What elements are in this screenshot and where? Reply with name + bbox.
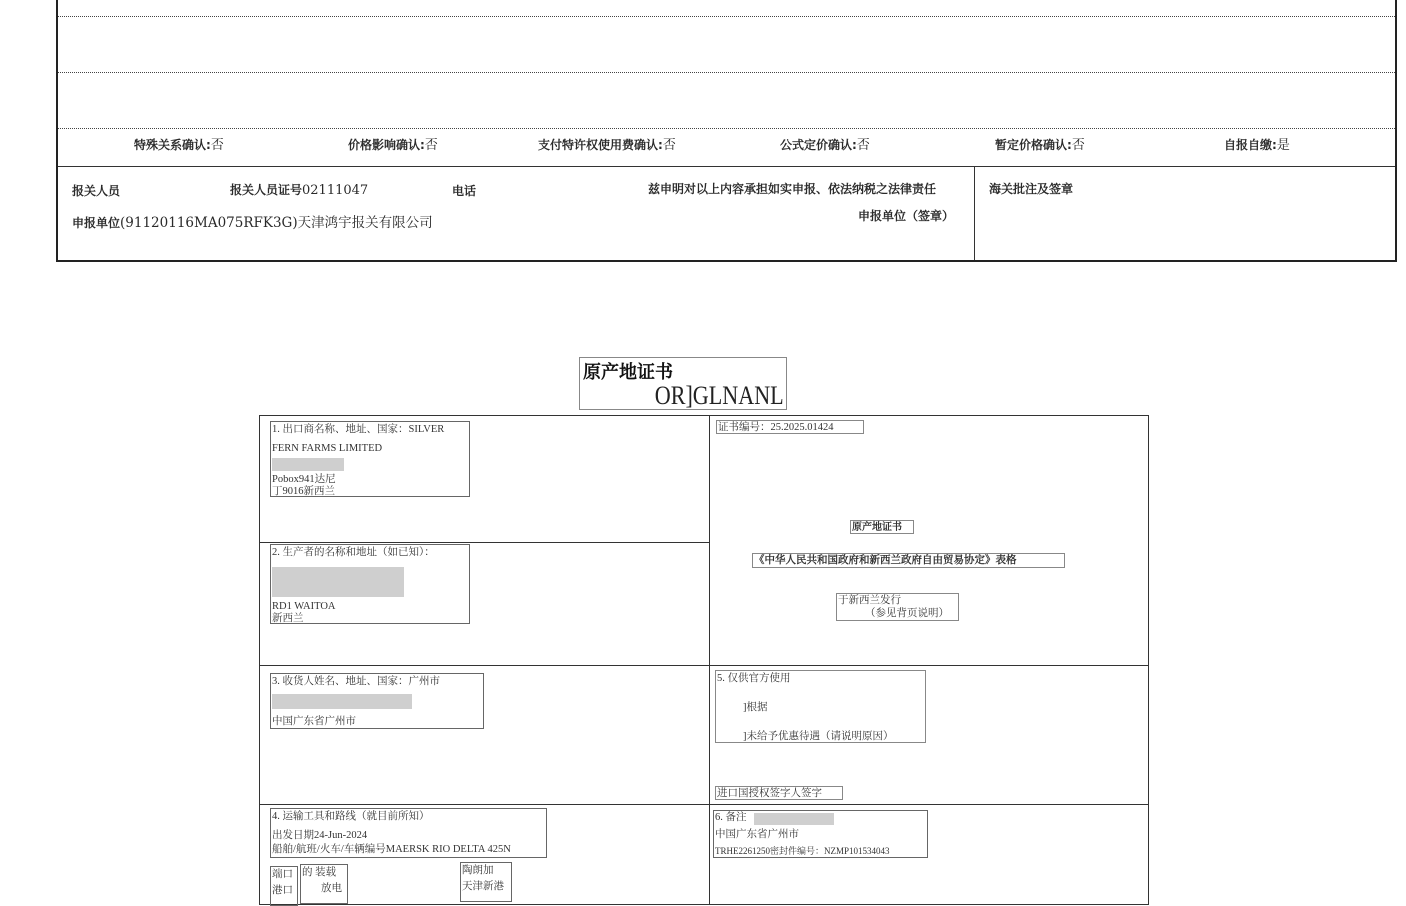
certificate-name-field [850,520,914,534]
exporter-country: 丁9016新西兰 [272,486,335,497]
official-use-option-denied: ]未给予优惠待遇（请说明原因） [743,731,894,742]
consignee-label: 3. 收货人姓名、地址、国家：广州市 [272,676,440,687]
declaring-unit-value: (91120116MA075RFK3G)天津鸿宇报关有限公司 [120,215,433,231]
row-divider [58,128,1395,129]
declarant-label: 报关人员 [72,184,121,198]
confirm-label: 暂定价格确认: [995,138,1072,152]
redacted-block [272,694,412,709]
confirm-label: 特殊关系确认: [134,138,211,152]
loading-label: 的 装载 [302,867,337,878]
column-divider [709,416,710,904]
issued-in-note: （参见背页说明） [865,608,949,619]
transport-field [270,808,547,858]
provisional-price-confirm [995,134,1085,153]
port-field [270,866,298,906]
producer-label: 2. 生产者的名称和地址（如已知）： [272,547,435,558]
row-divider [260,665,1148,666]
port-names-field [460,862,512,902]
remarks-seal-number: TRHE2261250密封件编号：NZMP101534043 [715,846,890,856]
legal-statement: 兹申明对以上内容承担如实申报、依法纳税之法律责任 [648,182,937,196]
consignee-field [270,673,484,729]
confirm-value: 否 [856,138,870,153]
discharge-port: 天津新港 [462,881,504,892]
producer-address: RD1 WAITOA [272,601,336,612]
redacted-block [754,813,834,825]
signatory-field [715,786,843,800]
remarks-field [713,810,928,858]
redacted-block [272,458,344,471]
departure-date: 出发日期24-Jun-2024 [272,830,368,841]
certificate-title-box [579,357,787,410]
exporter-name: FERN FARMS LIMITED [272,443,383,454]
discharge-label: 放电 [321,883,342,894]
agreement-title: 《中华人民共和国政府和新西兰政府自由贸易协定》表格 [754,555,1017,566]
redacted-block [272,567,404,597]
column-divider [974,166,975,260]
agreement-field [752,553,1065,568]
row-divider [58,16,1395,17]
row-divider [58,166,1395,167]
declarant-id-label: 报关人员证号 [230,183,303,197]
certificate-number-field [716,420,864,434]
declaring-unit-sign: 申报单位（签章） [858,209,955,223]
exporter-address: Pobox941达尼 [272,474,336,485]
row-divider [58,72,1395,73]
issued-in-field [836,593,959,621]
producer-field [270,544,470,624]
certificate-number: 证书编号：25.2025.01424 [718,422,834,433]
certificate-name: 原产地证书 [852,522,902,533]
confirm-label: 公式定价确认: [780,138,857,152]
confirm-value: 否 [210,138,224,153]
exporter-label: 1. 出口商名称、地址、国家：SILVER [272,424,445,435]
confirm-value: 否 [1071,138,1085,153]
price-influence-confirm [348,134,438,153]
loading-field [300,864,348,904]
formula-pricing-confirm [780,134,870,153]
loading-port: 陶朗加 [462,865,494,876]
certificate-title-cn: 原产地证书 [583,362,673,383]
declarant-id-value: 02111047 [302,183,369,198]
phone-label: 电话 [452,184,477,198]
confirm-label: 自报自缴: [1224,138,1277,152]
confirm-label: 价格影响确认: [348,138,425,152]
customs-approval-label: 海关批注及签章 [989,182,1074,196]
port-label: 端口 [272,869,293,880]
exporter-field [270,421,470,497]
confirm-label: 支付特许权使用费确认: [538,138,663,152]
certificate-of-origin [259,415,1149,905]
consignee-address: 中国广东省广州市 [272,716,356,727]
vessel-number: 船舶/航班/火车/车辆编号MAERSK RIO DELTA 425N [272,844,511,855]
official-use-label: 5. 仅供官方使用 [717,673,791,684]
customs-declaration-form [56,0,1397,262]
declaring-unit [72,211,433,231]
confirm-value: 否 [662,138,676,153]
row-divider [260,804,1148,805]
producer-country: 新西兰 [272,613,304,624]
remarks-label: 6. 备注 [715,812,747,823]
declaring-unit-label: 申报单位 [72,216,121,230]
transport-label: 4. 运输工具和路线（就目前所知） [272,811,430,822]
declarant-id [230,181,368,198]
remarks-address: 中国广东省广州市 [715,829,799,840]
port-label-2: 港口 [272,885,293,896]
official-use-field [715,670,926,743]
special-relation-confirm [134,134,224,153]
row-divider [260,542,709,543]
certificate-title-en: OR]GLNANL [655,381,784,410]
official-use-option-granted: ]根据 [743,702,768,713]
royalty-confirm [538,134,676,153]
confirm-value: 否 [424,138,438,153]
issued-in: 于新西兰发行 [838,595,901,606]
self-declare-confirm [1224,134,1290,153]
signatory-label: 进口国授权签字人签字 [717,788,822,799]
confirm-value: 是 [1276,138,1290,153]
